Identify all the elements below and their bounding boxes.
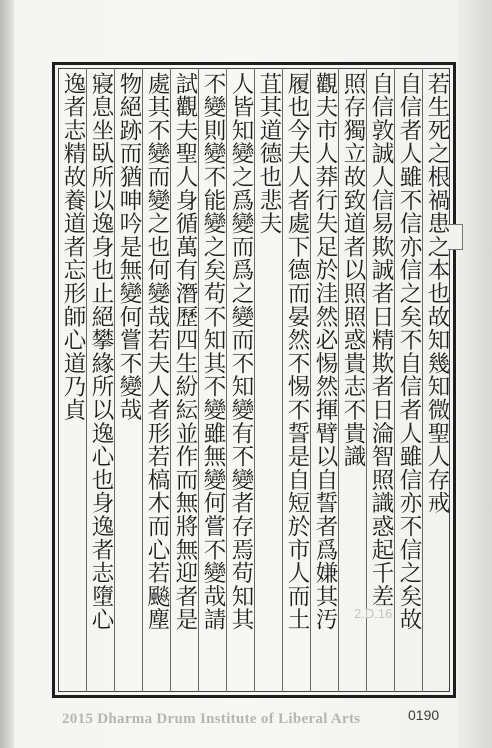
next-page-edge bbox=[458, 0, 492, 748]
column-rule bbox=[226, 68, 227, 692]
column-rule bbox=[310, 68, 311, 692]
column-rule bbox=[282, 68, 283, 692]
page-tab-mark bbox=[448, 224, 463, 250]
text-column: 照存獨立故致道者以照照惑貴志不貴識 bbox=[340, 72, 366, 469]
page-number: 0190 bbox=[408, 707, 440, 723]
column-rule bbox=[142, 68, 143, 692]
text-column: 履也今夫人者處下德而晏然不惕不誓是自短於市人而土 bbox=[284, 72, 310, 632]
text-column: 物絕跡而猶呻吟是無變何嘗不變哉 bbox=[116, 72, 142, 422]
column-rule bbox=[114, 68, 115, 692]
text-column: 觀夫市人莽行失足於洼然必惕然揮臂以自誓者爲嫌其汚 bbox=[312, 72, 338, 632]
column-rule bbox=[366, 68, 367, 692]
text-column: 不變則變不能變之矣苟不知其不變雖無變何嘗不變哉請 bbox=[200, 72, 226, 632]
watermark: 2015 Dharma Drum Institute of Liberal Arts bbox=[62, 711, 361, 727]
column-rule bbox=[198, 68, 199, 692]
text-column: 苴其道德也悲夫 bbox=[256, 72, 282, 236]
text-column: 寢息坐臥所以逸身也止絕攀緣所以逸心也身逸者志墮心 bbox=[88, 72, 114, 632]
text-column: 自信敦誠人信易欺誠者日精欺者日淪智照識惑起千差 bbox=[368, 72, 394, 608]
column-rule bbox=[422, 68, 423, 692]
text-column: 自信者人雖不信亦信之矣不自信者人雖信亦不信之矣故 bbox=[396, 72, 422, 632]
column-rule bbox=[394, 68, 395, 692]
text-column: 人皆知變之爲變而爲之變而不知變有不變者存焉苟知其 bbox=[228, 72, 254, 632]
column-rule bbox=[170, 68, 171, 692]
text-column: 處其不變而變之也何變哉若夫人者形若槁木而心若飈塵 bbox=[144, 72, 170, 632]
column-rule bbox=[86, 68, 87, 692]
column-rule bbox=[338, 68, 339, 692]
column-rule bbox=[254, 68, 255, 692]
library-stamp: 2.D.16 bbox=[354, 606, 393, 621]
binding-shadow bbox=[0, 0, 14, 748]
text-column: 試觀夫聖人身循萬有潛歷四生紛紜並作而無將無迎者是 bbox=[172, 72, 198, 632]
text-column: 若生死之根禍患之本也故知幾知微聖人存戒 bbox=[424, 72, 450, 515]
text-column: 逸者志精故養道者忘形師心道乃貞 bbox=[60, 72, 86, 422]
